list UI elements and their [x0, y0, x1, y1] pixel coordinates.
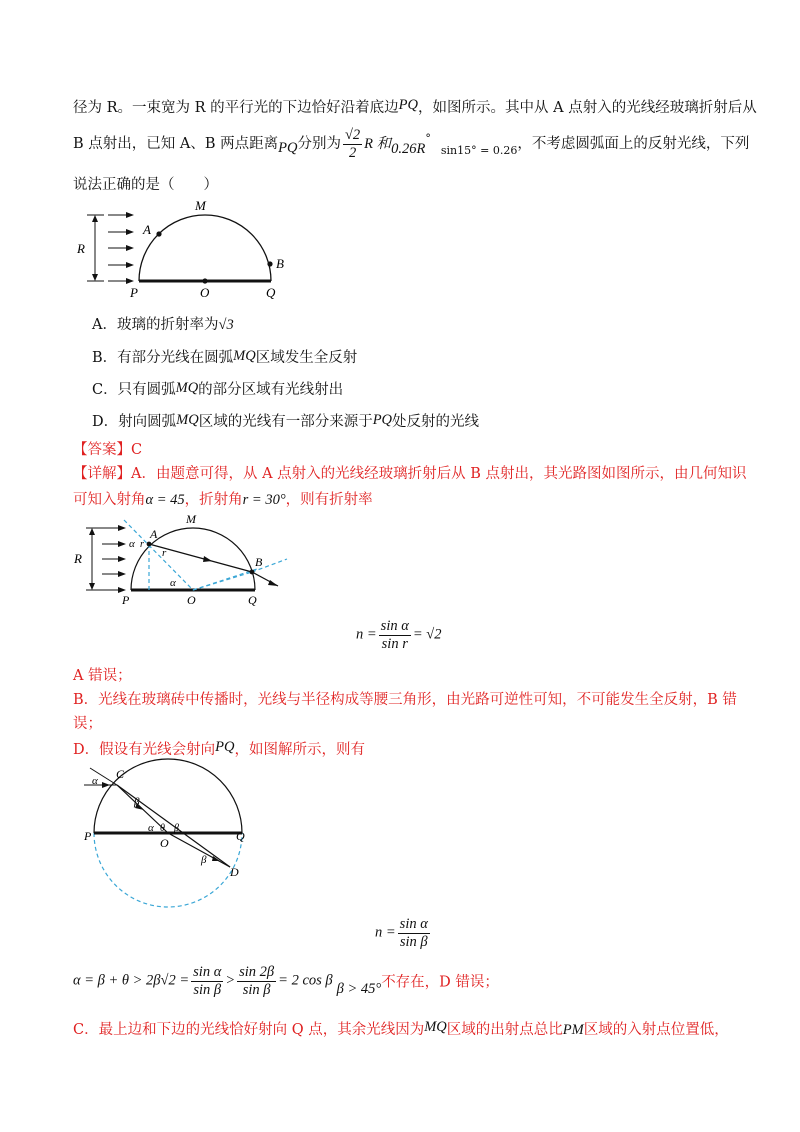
- explanation-text: C．最上边和下边的光线恰好射向 Q 点，其余光线因为: [73, 1022, 425, 1038]
- option-d-text: D．射向圆弧: [92, 414, 177, 430]
- explanation-text: 可知入射角: [73, 492, 146, 508]
- label-q: Q: [248, 593, 257, 607]
- explanation-text: 区域的入射点位置低，: [583, 1022, 729, 1038]
- explanation-b-line-1: B．光线在玻璃砖中传播时，光线与半径构成等腰三角形，由光路可逆性可知，不可能发生全反射，B 错: [73, 692, 737, 708]
- formula-n: n =: [375, 924, 396, 941]
- alpha-value: α = 45: [145, 492, 185, 508]
- explanation-c-line-1: [73, 1018, 729, 1039]
- chord-to-d: [168, 833, 230, 867]
- option-d-suffix: 处反射的光线: [392, 414, 480, 430]
- explanation-text: ，则有折射率: [285, 492, 373, 508]
- denominator: sin r: [381, 635, 408, 652]
- label-m: M: [186, 512, 196, 526]
- explanation-d-line-1: [73, 738, 365, 759]
- label-p: P: [130, 285, 138, 300]
- value-026R: 0.26R: [391, 141, 426, 158]
- inequality-chain: α = β + θ > 2β√2 = $\frac{\text{sin α}}{\text{sin β}}$ > $\frac{\sin 2\beta}{\text{sin β}}$ = 2 cos ββ > 45°不存在，D 错误；: [73, 964, 499, 998]
- arrow-right-icon: [102, 782, 110, 788]
- pq-label: PQ: [215, 739, 235, 755]
- label-alpha-2: α: [170, 577, 176, 589]
- sin15-note: sin15° = 0.26: [440, 144, 518, 158]
- r-value: r = 30°: [242, 492, 286, 508]
- label-p: P: [84, 829, 92, 843]
- label-beta-3: β: [201, 854, 207, 866]
- option-d[interactable]: [92, 410, 479, 431]
- chain-part: = 2 cos β: [278, 972, 333, 989]
- option-d-mid: 区域的光线有一部分来源于: [198, 414, 373, 430]
- option-c[interactable]: [92, 378, 343, 399]
- question-text: R 和: [364, 136, 392, 153]
- figure-2-refraction: [72, 512, 302, 607]
- option-b-suffix: 区域发生全反射: [255, 350, 358, 366]
- question-text: ，如图所示。其中从 A 点射入的光线经玻璃折射后从: [418, 100, 757, 116]
- arc-mq-label: MQ: [176, 412, 199, 428]
- label-o: O: [200, 285, 210, 300]
- numerator: sin α: [399, 916, 428, 932]
- arc-pm-label: PM: [562, 1022, 584, 1038]
- arrow-up-icon: [89, 528, 95, 535]
- point-b: [250, 570, 255, 575]
- option-c-text: C．只有圆弧: [92, 382, 176, 398]
- label-b: B: [276, 256, 284, 271]
- label-q: Q: [266, 285, 276, 300]
- label-theta: θ: [160, 823, 165, 834]
- numerator: sin α: [380, 618, 409, 634]
- label-a: A: [143, 222, 151, 237]
- sqrt2-over-2-fraction: [343, 127, 362, 161]
- label-o: O: [187, 593, 196, 607]
- label-b: B: [255, 555, 263, 569]
- arrow-down-icon: [89, 583, 95, 590]
- numerator: sin α: [193, 964, 222, 980]
- chain-part: α = β + θ > 2β: [73, 972, 161, 989]
- answer-label: 【答案】C: [73, 442, 143, 458]
- dashed-construction-lines: [124, 520, 287, 590]
- explanation-text: 区域的出射点总比: [446, 1022, 563, 1038]
- question-text: 径为 R。一束宽为 R 的平行光的下边恰好沿着底边: [73, 100, 399, 116]
- r-label: R: [77, 241, 85, 256]
- explanation-label: 【详解】: [73, 466, 131, 482]
- denominator: sin β: [399, 933, 428, 950]
- explanation-text: D．假设有光线会射向: [73, 742, 216, 758]
- arrow-down-icon: [92, 274, 98, 281]
- option-a[interactable]: [92, 313, 234, 334]
- formula-n-beta: [375, 916, 432, 950]
- sin-alpha-over-sin-r: [379, 618, 411, 652]
- formula-n: n =: [356, 626, 377, 643]
- explanation-text: ，如图解所示，则有: [234, 742, 365, 758]
- pq-label: PQ: [372, 412, 393, 428]
- formula-result: = √2: [412, 626, 442, 643]
- denominator: sin β: [242, 981, 271, 998]
- pq-label: PQ: [398, 97, 419, 113]
- fraction-numerator: √2: [344, 127, 361, 143]
- r-label: R: [74, 551, 82, 566]
- point-a: [156, 231, 161, 236]
- sin2beta-over-sin-beta: [237, 964, 276, 998]
- figure-3-full-circle: [80, 760, 260, 920]
- explanation-b-line-2: 误；: [73, 716, 102, 732]
- formula-refraction-index: [356, 618, 441, 652]
- a-wrong: A 错误；: [73, 668, 132, 684]
- label-o: O: [160, 836, 169, 850]
- question-text: ，不考虑圆弧面上的反射光线，下列: [517, 136, 750, 153]
- explanation-text: A．由题意可得，从 A 点射入的光线经玻璃折射后从 B 点射出，其光路图如图所示，由几何知识: [131, 466, 747, 482]
- label-m: M: [195, 198, 206, 213]
- pq-label: PQ: [278, 140, 298, 157]
- point-a: [147, 542, 152, 547]
- explanation-text: ，折射角: [184, 492, 243, 508]
- option-b-text: B．有部分光线在圆弧: [92, 350, 234, 366]
- denominator: sin β: [193, 981, 222, 998]
- numerator: sin 2β: [239, 964, 275, 980]
- ray-arrow-icon: [203, 556, 212, 562]
- option-a-text: A．玻璃的折射率为: [92, 317, 219, 333]
- option-a-value: √3: [218, 317, 234, 333]
- question-line-1: [73, 96, 757, 117]
- question-text: 分别为: [297, 136, 341, 153]
- d-wrong: 不存在，D 错误；: [381, 974, 499, 991]
- arrowhead-icons: [118, 525, 126, 593]
- label-alpha: α: [129, 538, 135, 550]
- arrowhead-icons: [126, 212, 134, 284]
- arc-mq-label: MQ: [175, 380, 199, 396]
- arc-mq-label: MQ: [424, 1019, 447, 1035]
- arc-mq-label: MQ: [233, 348, 256, 364]
- sin-alpha-over-sin-beta: [191, 964, 223, 998]
- option-b[interactable]: [92, 346, 357, 367]
- label-alpha: α: [92, 775, 98, 787]
- question-text: B 点射出，已知 A、B 两点距离: [73, 136, 279, 153]
- label-r-small: r: [140, 539, 144, 550]
- label-beta-2: β: [174, 823, 179, 834]
- explanation-a-line-1: [73, 462, 747, 483]
- point-b: [267, 261, 272, 266]
- arrow-up-icon: [92, 215, 98, 222]
- chain-part: √2 =: [160, 972, 190, 989]
- beta-condition: β > 45°: [336, 981, 382, 998]
- degree-mark: °: [425, 132, 431, 146]
- semicircle-arc: [139, 215, 271, 281]
- label-d: D: [230, 865, 239, 879]
- label-c: C: [116, 767, 125, 781]
- label-p: P: [122, 593, 130, 607]
- label-a: A: [150, 527, 158, 541]
- label-beta: β: [134, 796, 140, 808]
- label-q: Q: [236, 829, 245, 843]
- option-c-suffix: 的部分区域有光线射出: [198, 382, 344, 398]
- figure-1-semicircle: [77, 195, 320, 305]
- point-o: [202, 278, 207, 283]
- question-line-2: [73, 127, 749, 161]
- fraction-denominator: 2: [348, 144, 357, 161]
- explanation-a-line-2: [73, 488, 373, 509]
- sin-alpha-over-sin-beta: [398, 916, 430, 950]
- label-alpha-2: α: [148, 822, 154, 834]
- label-r: r: [162, 547, 167, 559]
- question-line-3: 说法正确的是（ ）: [73, 177, 218, 193]
